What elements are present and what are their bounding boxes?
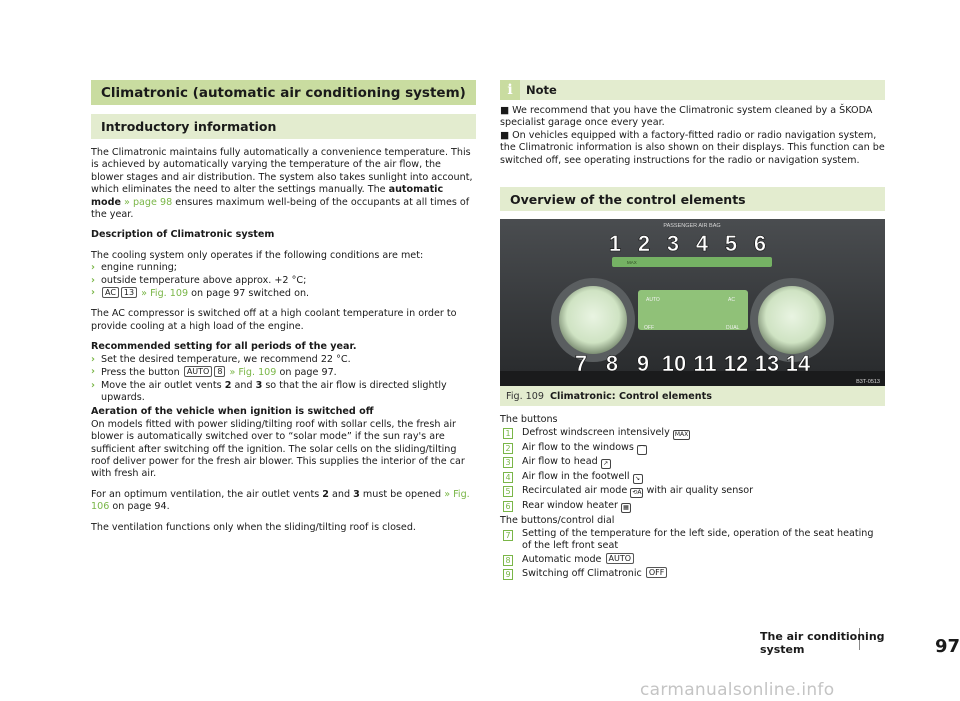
- footer-section: The air conditioning system: [760, 630, 885, 656]
- key-8: 8: [214, 366, 225, 377]
- condition-text: engine running;: [101, 262, 178, 274]
- figure-caption-text: Climatronic: Control elements: [550, 390, 712, 402]
- auto-key: AUTO: [184, 366, 213, 377]
- and-text: and: [332, 488, 351, 500]
- button-item-8: [500, 553, 885, 568]
- control-icon: ⟲A: [632, 489, 642, 497]
- left-dial: [559, 286, 627, 354]
- conditions-intro: The cooling system only operates if the following conditions are met:: [91, 249, 424, 261]
- buttons-heading: The buttons: [500, 414, 558, 426]
- item-text: Defrost windscreen intensively: [522, 427, 673, 439]
- item-text: Recirculated air mode: [522, 485, 631, 497]
- right-dial: [758, 286, 826, 354]
- item-number: 2: [503, 443, 513, 454]
- arrow-icon: ›: [91, 366, 95, 378]
- callout-14: 14: [785, 351, 811, 377]
- note-item: ■ We recommend that you have the Climatronic system cleaned by a ŠKODA specialist garage once every year.: [500, 105, 873, 129]
- vent-2: 2: [322, 488, 329, 500]
- callout-10: 10: [661, 351, 687, 377]
- recommend-item: [91, 366, 476, 379]
- page-footer: [760, 630, 960, 657]
- dial-list: [500, 528, 885, 582]
- vent-3: 3: [255, 379, 263, 391]
- item-text: Automatic mode: [522, 553, 605, 565]
- item-number: 4: [503, 472, 513, 483]
- control-panel-illustration: [500, 219, 885, 386]
- note-title: Note: [520, 80, 885, 100]
- item-text-after: with air quality sensor: [643, 485, 754, 497]
- condition-item: [91, 287, 476, 300]
- item-number: 1: [503, 428, 513, 439]
- overview-title: Overview of the control elements: [500, 187, 885, 211]
- note-header: [500, 80, 885, 100]
- arrow-icon: ›: [91, 379, 95, 391]
- item-text: Air flow to the windows: [522, 441, 637, 453]
- ac-label: AC: [728, 297, 735, 304]
- item-text: Air flow to head: [522, 456, 601, 468]
- callout-1: 1: [608, 231, 622, 257]
- callout-5: 5: [724, 231, 738, 257]
- description-heading: Description of Climatronic system: [91, 229, 275, 241]
- info-icon: i: [500, 80, 520, 100]
- item-text: Setting of the temperature for the left side, operation of the seat heating of the left front seat: [522, 527, 874, 552]
- recommend-item: [91, 354, 476, 366]
- item-text: Switching off Climatronic: [522, 568, 645, 580]
- recommend-text: Press the button: [101, 367, 180, 379]
- bottom-callouts: [575, 351, 811, 376]
- control-icon: ↘: [633, 474, 643, 484]
- watermark: carmanualsonline.info: [640, 680, 835, 700]
- control-icon: ▦: [621, 503, 631, 513]
- callout-2: 2: [637, 231, 651, 257]
- aeration-heading: Aeration of the vehicle when ignition is switched off: [91, 406, 374, 418]
- callout-6: 6: [753, 231, 767, 257]
- automatic-mode-term: automatic mode: [91, 184, 444, 208]
- fig-106-link[interactable]: » Fig. 106: [91, 488, 470, 513]
- ac-key: AC: [102, 287, 119, 298]
- compressor-paragraph: The AC compressor is switched off at a high coolant temperature in order to provide cooling at a high load of the engine.: [91, 308, 457, 332]
- condition-item: [91, 275, 476, 287]
- arrow-icon: ›: [91, 287, 95, 299]
- vent-2: 2: [224, 379, 232, 391]
- section-title: Climatronic (automatic air conditioning system): [91, 80, 476, 105]
- intro-paragraph: [91, 147, 476, 221]
- key-label: OFF: [646, 567, 668, 578]
- page-98-link[interactable]: » page 98: [124, 196, 173, 208]
- control-icon: MAX: [674, 431, 689, 439]
- vent-text: For an optimum ventilation, the air outlet vents: [91, 488, 320, 500]
- ventilation-paragraph: [91, 489, 476, 514]
- callout-4: 4: [695, 231, 709, 257]
- subsection-title: Introductory information: [91, 114, 476, 139]
- airbag-label: PASSENGER AIR BAG: [663, 223, 721, 230]
- callout-3: 3: [666, 231, 680, 257]
- button-item-4: [500, 470, 885, 485]
- item-number: 3: [503, 457, 513, 468]
- button-item-6: [500, 499, 885, 514]
- arrow-icon: ›: [91, 353, 95, 365]
- item-text: Air flow in the footwell: [522, 470, 633, 482]
- callout-7: 7: [574, 351, 588, 377]
- recommend-text: so that the air flow is directed slightly upwards.: [101, 379, 447, 403]
- right-column: [500, 80, 885, 582]
- recommend-text: Move the air outlet vents: [101, 379, 222, 391]
- ventilation-note: The ventilation functions only when the sliding/tilting roof is closed.: [91, 521, 416, 533]
- arrow-icon: ›: [91, 262, 95, 274]
- condition-item: [91, 262, 476, 274]
- recommend-text: on page 97.: [279, 367, 337, 379]
- button-item-1: [500, 426, 885, 441]
- item-number: 5: [503, 486, 513, 497]
- vent-text: on page 94.: [112, 501, 170, 513]
- button-item-5: [500, 484, 885, 499]
- note-body: [500, 105, 885, 167]
- vent-text: must be opened: [362, 488, 442, 500]
- control-icon: ↗: [601, 459, 611, 469]
- button-item-3: [500, 455, 885, 470]
- key-label: AUTO: [606, 553, 635, 564]
- and-text: and: [234, 379, 253, 391]
- fig-109-link[interactable]: » Fig. 109: [141, 288, 189, 300]
- auto-label: AUTO: [646, 297, 660, 304]
- recommend-text: Set the desired temperature, we recommend 22 °C.: [101, 353, 351, 365]
- condition-text: on page 97 switched on.: [191, 288, 310, 300]
- callout-11: 11: [693, 351, 717, 377]
- condition-text: outside temperature above approx. +2 °C;: [101, 274, 307, 286]
- off-label: OFF: [644, 325, 654, 332]
- figure-code: B3T-0513: [856, 379, 880, 386]
- climatronic-figure: [500, 219, 885, 386]
- dual-label: DUAL: [726, 325, 740, 332]
- button-item-7: [500, 528, 885, 553]
- page-number: 97: [934, 636, 960, 657]
- callout-13: 13: [754, 351, 780, 377]
- item-number: 8: [503, 555, 513, 566]
- item-number: 6: [503, 501, 513, 512]
- item-number: 7: [503, 530, 513, 541]
- callout-12: 12: [723, 351, 749, 377]
- buttons-list: [500, 426, 885, 513]
- control-icon: ⌒: [638, 445, 645, 453]
- callout-8: 8: [605, 351, 619, 377]
- button-item-9: [500, 567, 885, 582]
- note-item: ■ On vehicles equipped with a factory-fitted radio or radio navigation system, the Climatronic information is also shown on their displays. This function can be switched off, see operating instructions for the radio or navigation system.: [500, 129, 885, 166]
- intro-text-end: ensures maximum well-being of the occupants at all times of the year.: [91, 196, 470, 221]
- button-item-2: [500, 441, 885, 456]
- aeration-paragraph: On models fitted with power sliding/tilting roof with sollar cells, the fresh air blower is automatically switched over to “solar mode” if the sun ray's are sufficient after switching off the ignition. The solar cells on the sliding/tilting roof deliver power for the fresh air blower. This supplies the interior of the car with fresh air.: [91, 418, 465, 480]
- figure-caption: [500, 386, 885, 406]
- center-display: [638, 290, 748, 330]
- max-label: MAX: [627, 260, 637, 266]
- arrow-icon: ›: [91, 274, 95, 286]
- figure-number: Fig. 109: [506, 390, 544, 402]
- recommend-item: [91, 380, 476, 405]
- key-13: 13: [121, 287, 137, 298]
- intro-text: The Climatronic maintains fully automatically a convenience temperature. This is achieved by automatically varying the temperature of the air flow, the blower stages and air distribution. The system also takes sunlight into account, which eliminates the need to alter the settings manually. The: [91, 147, 473, 196]
- fig-109-link[interactable]: » Fig. 109: [229, 367, 277, 379]
- recommended-heading: Recommended setting for all periods of the year.: [91, 341, 357, 353]
- item-text: Rear window heater: [522, 499, 621, 511]
- callout-9: 9: [636, 351, 650, 377]
- dial-heading: The buttons/control dial: [500, 515, 615, 527]
- item-number: 9: [503, 569, 513, 580]
- vent-3: 3: [353, 488, 360, 500]
- left-column: [91, 80, 476, 534]
